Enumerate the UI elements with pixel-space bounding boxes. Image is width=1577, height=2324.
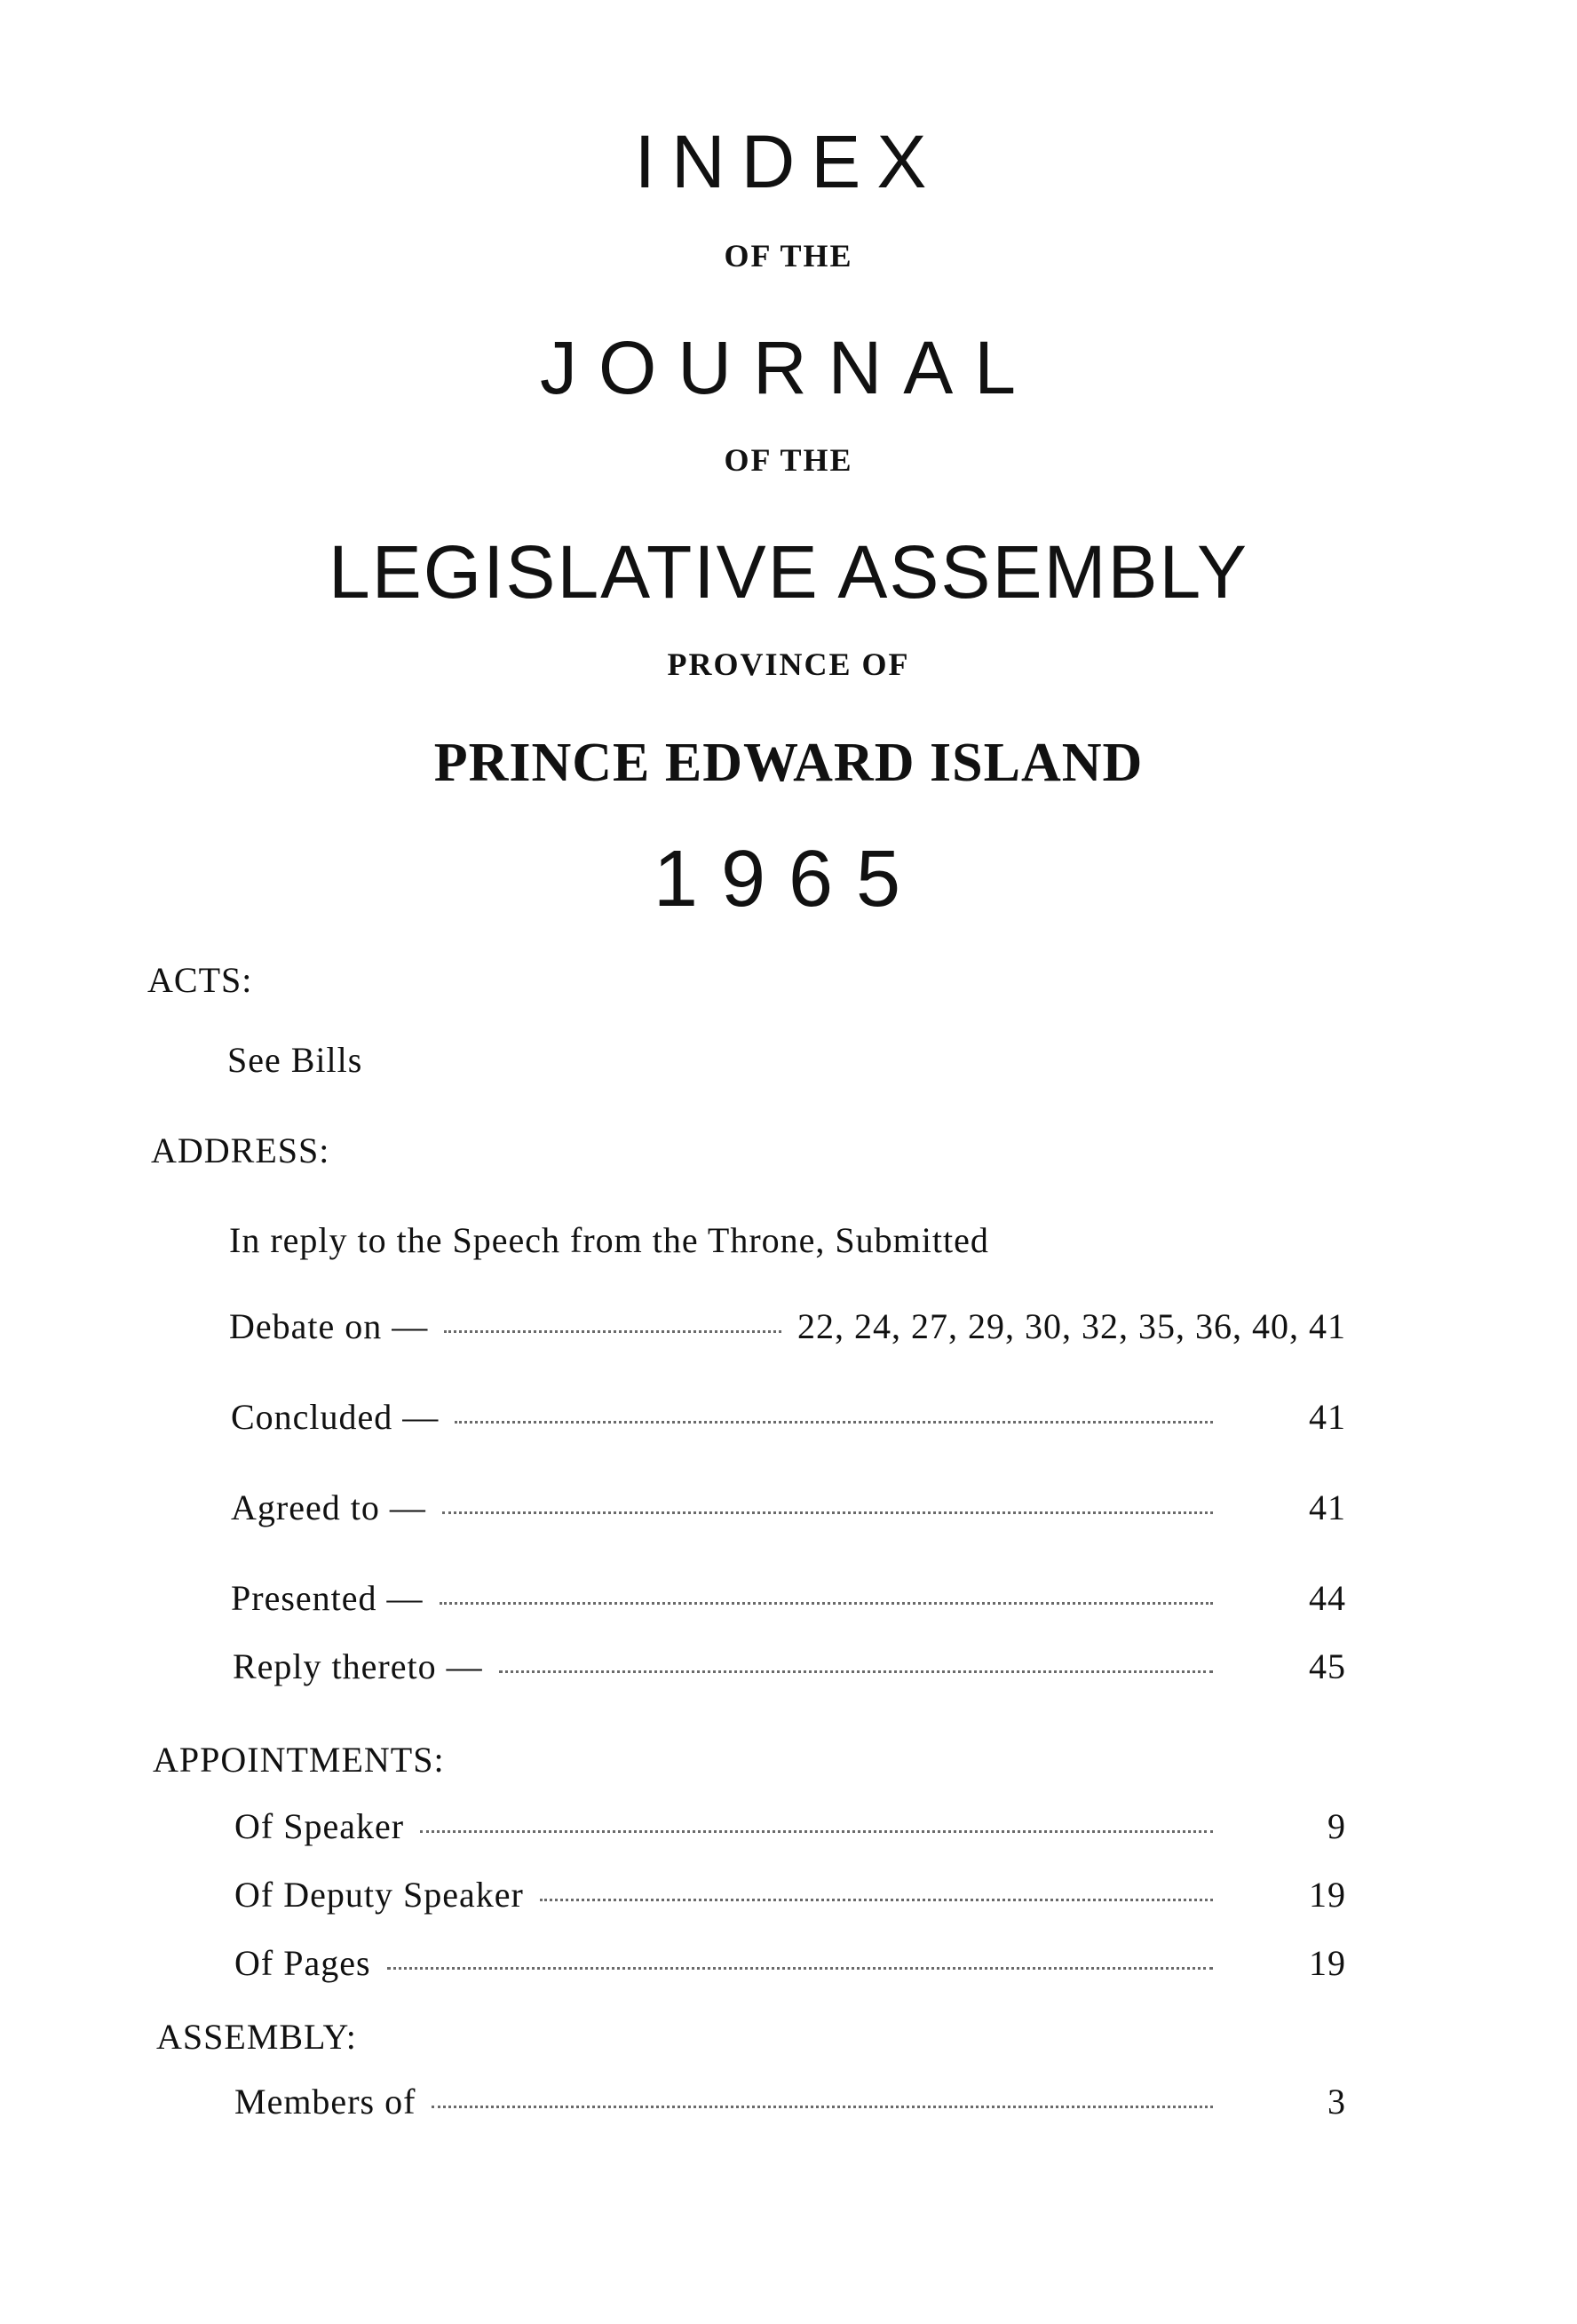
section-heading-acts: ACTS:: [147, 960, 253, 1000]
acts-see-bills: See Bills: [227, 1040, 363, 1080]
index-entry: [231, 1487, 1346, 1529]
year: 1965: [653, 835, 924, 924]
entry-pages: 22, 24, 27, 29, 30, 32, 35, 36, 40, 41: [797, 1306, 1346, 1346]
index-entry: [234, 1874, 1346, 1916]
entry-label: Members of: [234, 2082, 416, 2122]
province-of-subtitle: PROVINCE OF: [667, 646, 910, 682]
entry-label: Presented —: [231, 1578, 424, 1618]
entry-pages: 41: [1309, 1397, 1346, 1437]
section-heading-address: ADDRESS:: [151, 1130, 330, 1170]
of-the-subtitle-2: OF THE: [724, 442, 853, 478]
entry-label: Debate on —: [229, 1306, 429, 1346]
journal-title: JOURNAL: [539, 326, 1038, 409]
dot-leader: [387, 1967, 1213, 1970]
index-entry: [234, 2081, 1346, 2123]
entry-pages: 41: [1309, 1487, 1346, 1527]
index-title: INDEX: [634, 120, 943, 203]
entry-label: Agreed to —: [231, 1487, 426, 1527]
entry-label: Of Pages: [234, 1943, 371, 1983]
index-entry: [234, 1942, 1346, 1985]
dot-leader: [420, 1830, 1213, 1833]
index-entry: [231, 1577, 1346, 1620]
index-entry: [233, 1646, 1346, 1688]
dot-leader: [499, 1670, 1213, 1673]
entry-pages: 9: [1327, 1806, 1346, 1846]
index-entry: [234, 1805, 1346, 1848]
entry-pages: 19: [1309, 1943, 1346, 1983]
entry-label: Of Speaker: [234, 1806, 405, 1846]
dot-leader: [455, 1421, 1213, 1424]
entry-label: Reply thereto —: [233, 1646, 483, 1686]
entry-label: Concluded —: [231, 1397, 440, 1437]
entry-label: Of Deputy Speaker: [234, 1875, 524, 1915]
section-heading-appointments: APPOINTMENTS:: [153, 1740, 445, 1780]
dot-leader: [440, 1602, 1213, 1605]
section-heading-assembly: ASSEMBLY:: [156, 2017, 357, 2057]
dot-leader: [432, 2106, 1213, 2108]
entry-pages: 19: [1309, 1875, 1346, 1915]
entry-pages: 3: [1327, 2082, 1346, 2122]
of-the-subtitle: OF THE: [724, 238, 853, 274]
legislative-assembly-title: LEGISLATIVE ASSEMBLY: [329, 530, 1248, 614]
province-name: PRINCE EDWARD ISLAND: [433, 733, 1144, 793]
index-entry: [231, 1396, 1346, 1439]
dot-leader: [442, 1511, 1213, 1514]
index-entry: [229, 1305, 1346, 1348]
dot-leader: [444, 1330, 781, 1333]
dot-leader: [540, 1899, 1213, 1901]
entry-pages: 44: [1309, 1578, 1346, 1618]
address-intro: In reply to the Speech from the Throne, Submitted: [229, 1220, 989, 1260]
entry-pages: 45: [1309, 1646, 1346, 1686]
